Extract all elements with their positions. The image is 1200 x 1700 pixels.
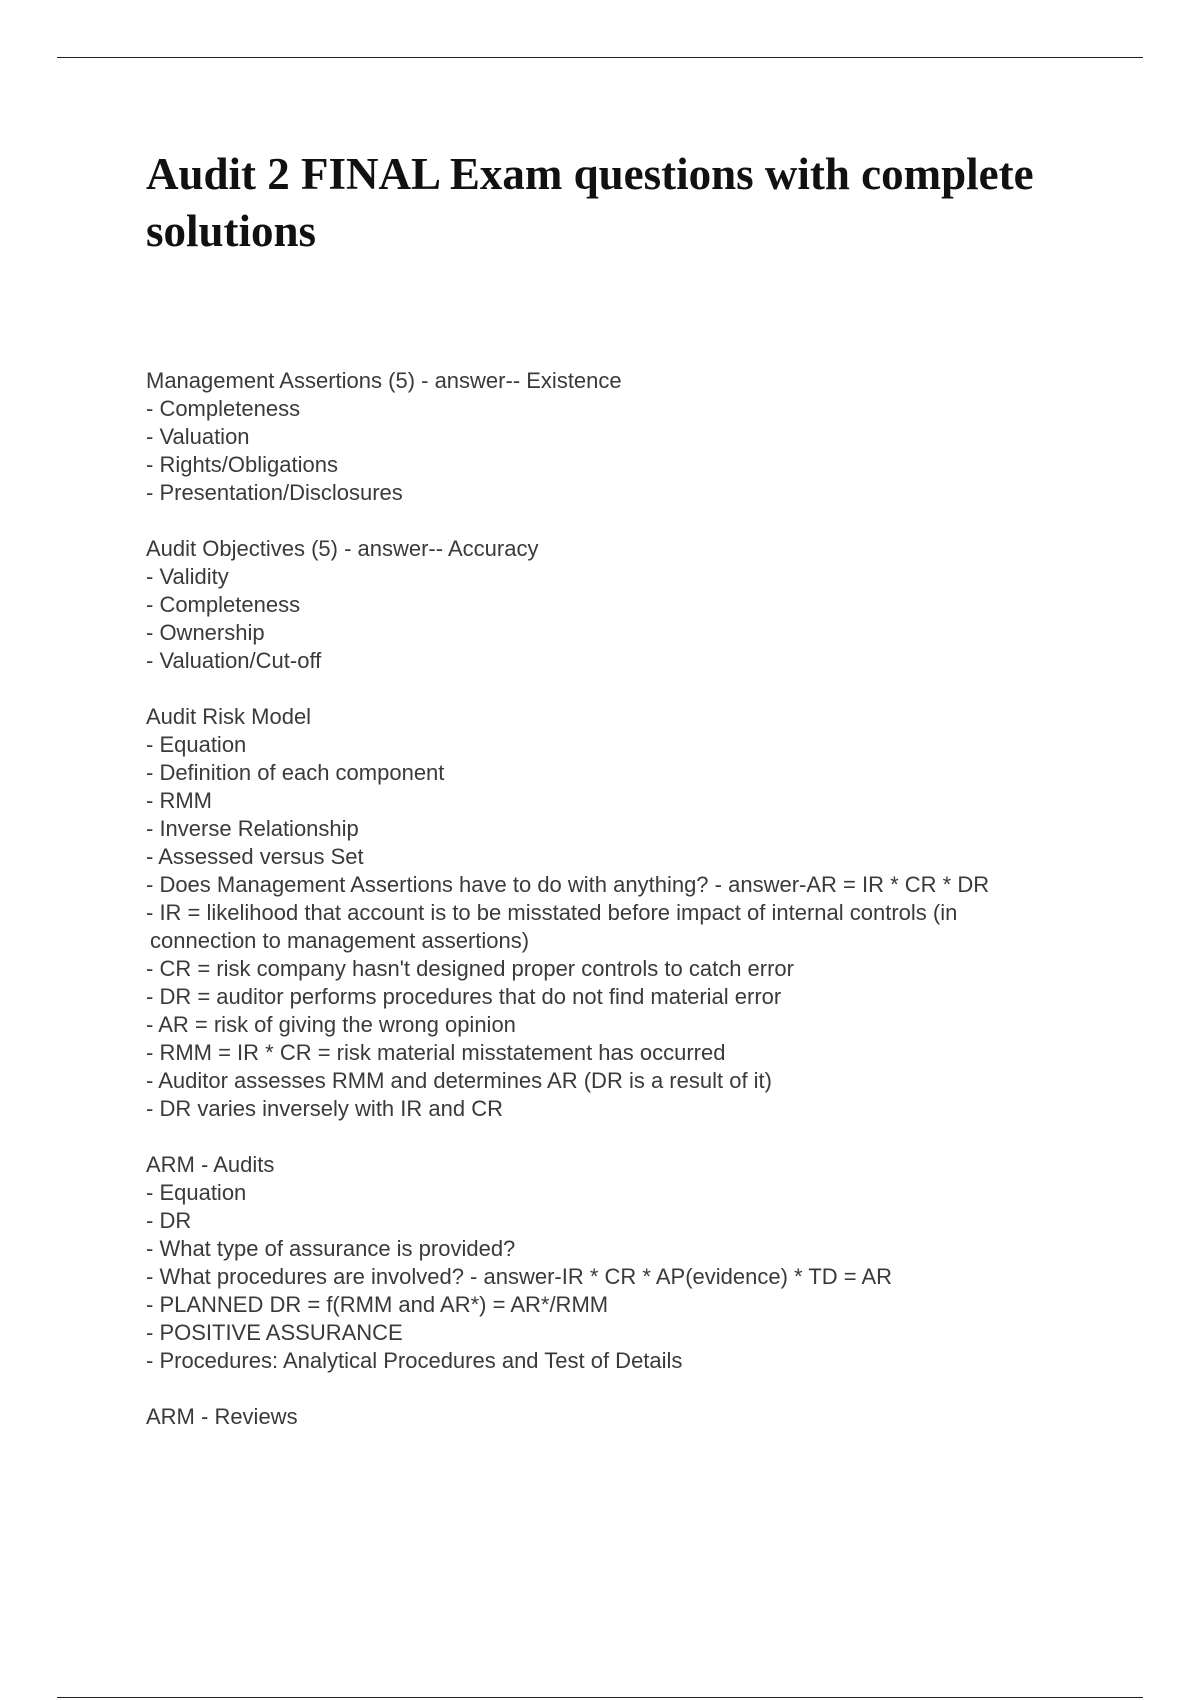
text-line: - POSITIVE ASSURANCE: [146, 1320, 403, 1345]
text-line: - Inverse Relationship: [146, 816, 359, 841]
section-arm-reviews: [146, 1403, 1146, 1431]
text-line: - Does Management Assertions have to do with anything? - answer-AR = IR * CR * DR: [146, 872, 990, 897]
text-line: - CR = risk company hasn't designed proper controls to catch error: [146, 956, 794, 981]
document-body: [146, 367, 1146, 1459]
text-line: Audit Risk Model: [146, 704, 312, 729]
section-management-assertions: [146, 367, 1146, 507]
text-line: - What procedures are involved? - answer-IR * CR * AP(evidence) * TD = AR: [146, 1264, 893, 1289]
document-title: Audit 2 FINAL Exam questions with complete solutions: [146, 149, 1034, 256]
text-line: - What type of assurance is provided?: [146, 1236, 516, 1261]
text-line: - Equation: [146, 1180, 247, 1205]
text-line: - Validity: [146, 564, 229, 589]
text-line: - Valuation/Cut-off: [146, 648, 322, 673]
text-line: - Assessed versus Set: [146, 844, 364, 869]
text-line: - Definition of each component: [146, 760, 445, 785]
text-line: - Presentation/Disclosures: [146, 480, 403, 505]
text-line: Management Assertions (5) - answer-- Existence: [146, 368, 622, 393]
text-line: - Valuation: [146, 424, 250, 449]
section-arm-audits: [146, 1151, 1146, 1375]
section-audit-risk-model: [146, 703, 1146, 1123]
text-line: - DR varies inversely with IR and CR: [146, 1096, 503, 1121]
text-line: - Completeness: [146, 592, 301, 617]
text-line: - RMM = IR * CR = risk material misstatement has occurred: [146, 1040, 726, 1065]
text-line: - RMM: [146, 788, 212, 813]
text-line: - AR = risk of giving the wrong opinion: [146, 1012, 516, 1037]
text-line: - DR = auditor performs procedures that do not find material error: [146, 984, 782, 1009]
text-line: connection to management assertions): [150, 928, 530, 953]
text-line: - Ownership: [146, 620, 265, 645]
text-line: - PLANNED DR = f(RMM and AR*) = AR*/RMM: [146, 1292, 609, 1317]
text-line: ARM - Audits: [146, 1152, 275, 1177]
top-rule: [57, 57, 1143, 58]
text-line: - Rights/Obligations: [146, 452, 338, 477]
section-audit-objectives: [146, 535, 1146, 675]
text-line: - Equation: [146, 732, 247, 757]
text-line: - Completeness: [146, 396, 301, 421]
bottom-rule: [57, 1697, 1143, 1698]
text-line: - IR = likelihood that account is to be misstated before impact of internal controls (in: [146, 900, 958, 925]
text-line: - DR: [146, 1208, 192, 1233]
text-line: ARM - Reviews: [146, 1404, 298, 1429]
text-line: Audit Objectives (5) - answer-- Accuracy: [146, 536, 539, 561]
text-line: - Procedures: Analytical Procedures and Test of Details: [146, 1348, 683, 1373]
text-line: - Auditor assesses RMM and determines AR (DR is a result of it): [146, 1068, 772, 1093]
